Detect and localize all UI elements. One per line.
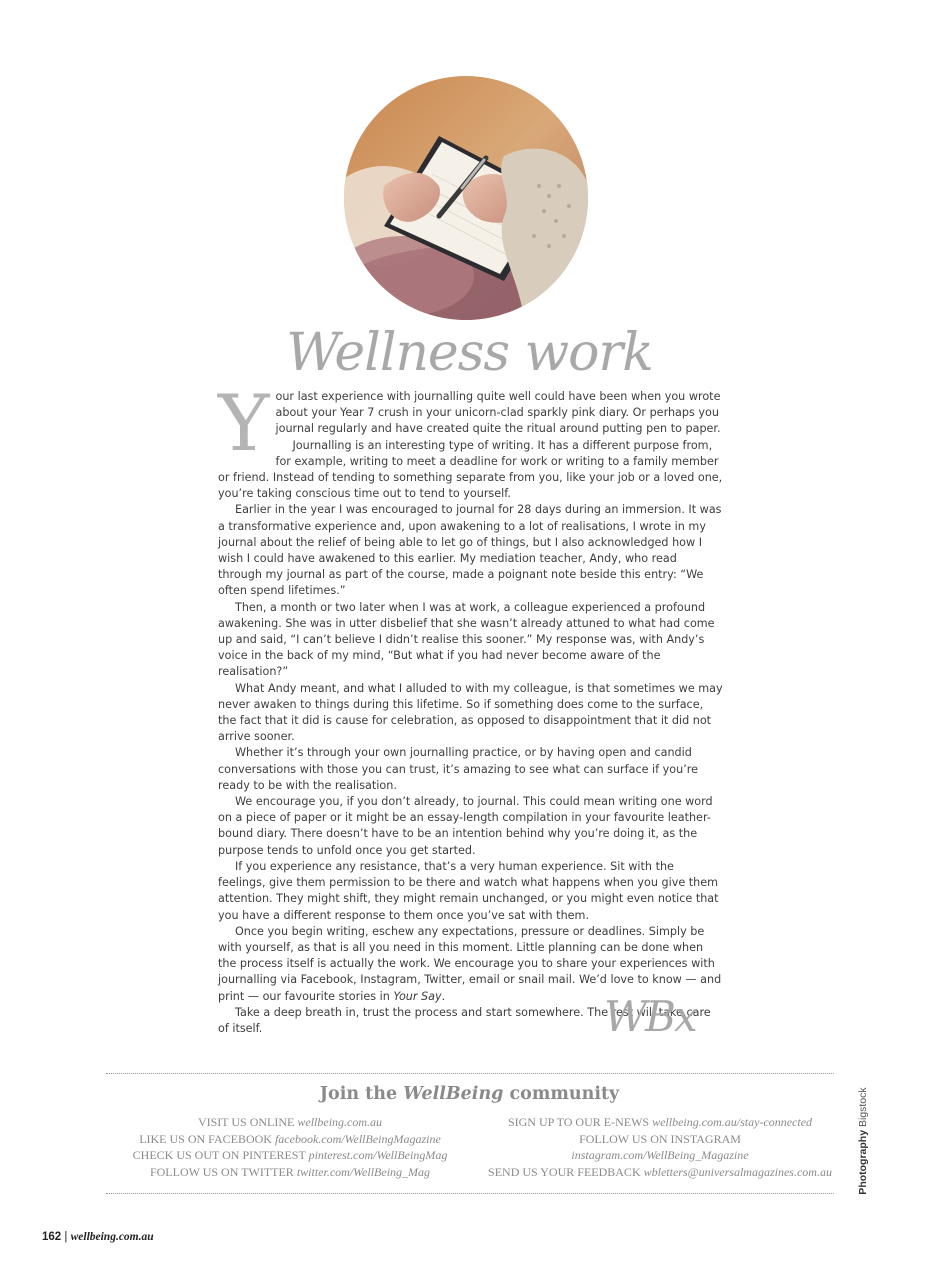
paragraph-8: If you experience any resistance, that’s a very human experience. Sit with the feelings, give them permission to be there and watch what happens when you give them attention. They might shift, they might remain unchanged, or you might even notice that you have a different response to them once you’ve sat with them. bbox=[218, 859, 719, 922]
community-heading: Join the WellBeing community bbox=[319, 1084, 620, 1104]
page-footer bbox=[42, 1231, 154, 1243]
journal-photo-illustration bbox=[344, 76, 588, 320]
link-website[interactable]: VISIT US ONLINE wellbeing.com.au bbox=[197, 1115, 383, 1129]
link-facebook[interactable]: LIKE US ON FACEBOOK facebook.com/WellBeingMagazine bbox=[139, 1131, 441, 1146]
link-twitter[interactable]: FOLLOW US ON TWITTER twitter.com/WellBeing_Mag bbox=[149, 1164, 431, 1179]
divider-bottom bbox=[106, 1193, 834, 1194]
community-links-left bbox=[106, 1114, 474, 1180]
article-body bbox=[218, 379, 723, 1037]
journal-photo bbox=[344, 76, 588, 320]
divider-top bbox=[106, 1073, 834, 1074]
paragraph-4: Then, a month or two later when I was at work, a colleague experienced a profound awakening. She was in utter disbelief that she wasn’t already attuned to what had come up and said, “I can’t believe I didn’t realise this sooner.” My response was, with Andy’s voice in the back of my mind, “But what if you had never become aware of the realisation?” bbox=[218, 600, 715, 679]
page-number: 162 bbox=[42, 1231, 62, 1243]
link-pinterest[interactable]: CHECK US OUT ON PINTEREST pinterest.com/WellBeingMag bbox=[132, 1148, 448, 1162]
photo-credit: Photography Bigstock bbox=[857, 1087, 869, 1195]
link-enews[interactable]: SIGN UP TO OUR E-NEWS wellbeing.com.au/stay-connected bbox=[507, 1115, 813, 1129]
footer-site-link[interactable]: wellbeing.com.au bbox=[70, 1231, 154, 1243]
signature: WBx bbox=[604, 992, 696, 1041]
instagram-label: FOLLOW US ON INSTAGRAM bbox=[579, 1131, 741, 1146]
community-links-right bbox=[474, 1114, 846, 1180]
paragraph-7: We encourage you, if you don’t already, to journal. This could mean writing one word on a piece of paper or it might be an essay-length compilation in your favourite leather-bound diary. There doesn’t have to be an intention behind why you’re doing it, as the purpose tends to unfold once you get started. bbox=[218, 795, 713, 857]
paragraph-1: Your last experience with journalling quite well could have been when you wrote about your Year 7 crush in your unicorn-clad sparkly pink diary. Or perhaps you journal regularly and have created quite the ritual around putting pen to paper. bbox=[218, 379, 721, 469]
link-instagram[interactable]: instagram.com/WellBeing_Magazine bbox=[571, 1148, 749, 1162]
paragraph-2: Journalling is an interesting type of writing. It has a different purpose from, for example, writing to meet a deadline for work or writing to a family member or friend. Instead of tending to something separate from you, like your job or a loved one, you’re taking conscious time out to tend to yourself. bbox=[218, 438, 723, 501]
paragraph-10: Take a deep breath in, trust the process and start somewhere. The rest will take care of itself. bbox=[218, 1005, 711, 1035]
paragraph-9: Once you begin writing, eschew any expectations, pressure or deadlines. Simply be with yourself, as that is all you need in this moment. Little planning can be done when the process itself is actually the work. We encourage you to share your experiences with journalling via Facebook, Instagram, Twitter, email or snail mail. We’d love to know — and print — our favourite stories in Your Say. bbox=[218, 924, 722, 1003]
your-say-mention: Your Say bbox=[393, 989, 442, 1003]
paragraph-6: Whether it’s through your own journalling practice, or by having open and candid conversations with those you can trust, it’s amazing to see what can surface if you’re ready to be with the realisation. bbox=[218, 746, 698, 792]
article-title: Wellness work bbox=[286, 323, 653, 383]
drop-cap: Y bbox=[218, 379, 270, 469]
paragraph-5: What Andy meant, and what I alluded to with my colleague, is that sometimes we may never awaken to things during this lifetime. So if something does come to the surface, the fact that it did is cause for celebration, as opposed to disappointment that it did not arrive sooner. bbox=[218, 681, 723, 744]
paragraph-3: Earlier in the year I was encouraged to journal for 28 days during an immersion. It was a transformative experience and, upon awakening to a lot of realisations, I wrote in my journal about the relief of being able to let go of things, but I also acknowledged how I wish I could have awakened to this earlier. My mediation teacher, Andy, who read through my journal as part of the course, made a poignant note beside this entry: “We often spend lifetimes.” bbox=[218, 503, 722, 598]
link-feedback[interactable]: SEND US YOUR FEEDBACK wbletters@universalmagazines.com.au bbox=[488, 1164, 832, 1179]
footer-separator: | bbox=[64, 1231, 68, 1243]
